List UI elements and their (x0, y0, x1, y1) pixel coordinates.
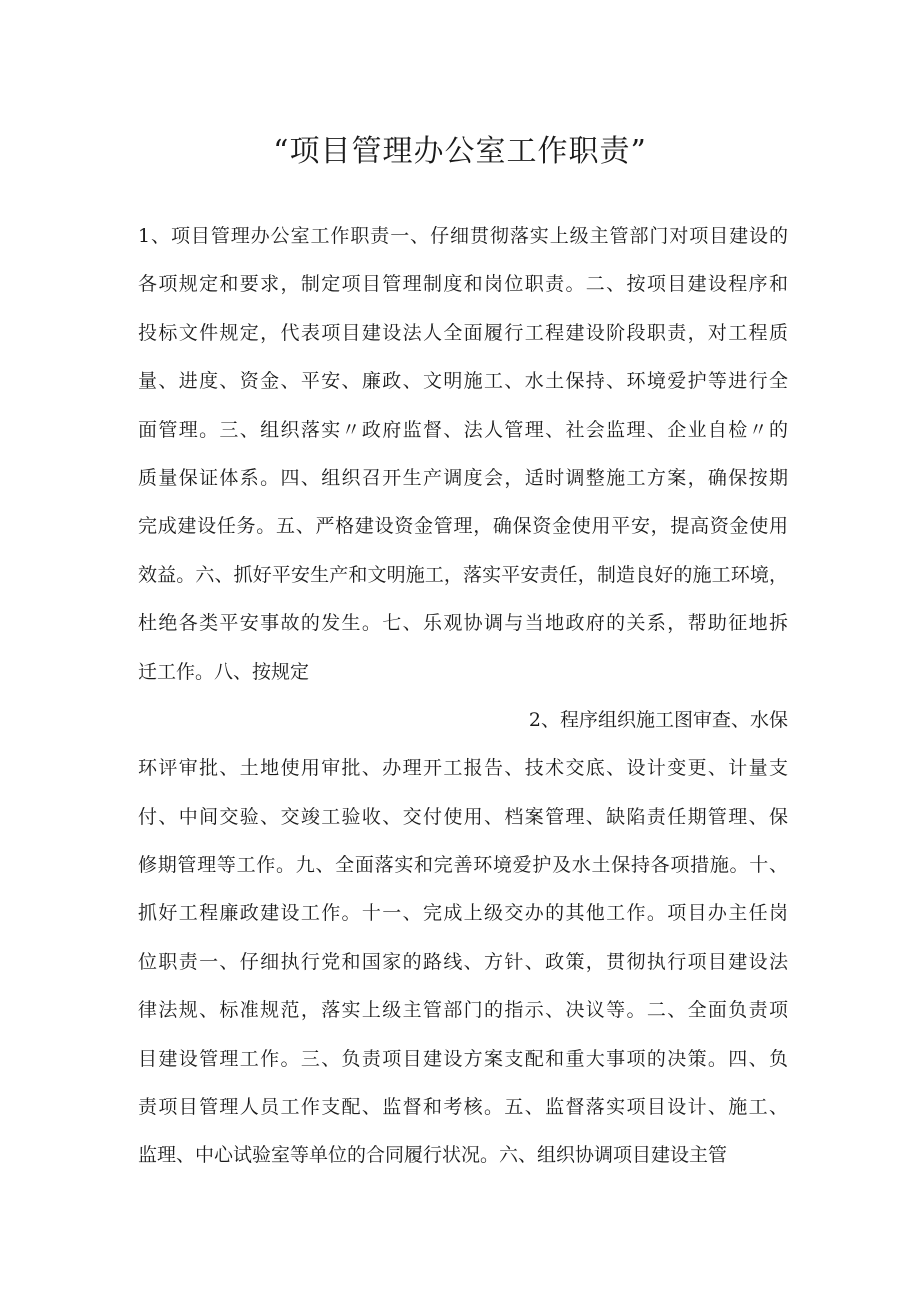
section-2-start-line: 2、程序组织施工图审查、水保 (528, 708, 788, 731)
text-line: 投标文件规定，代表项目建设法人全面履行工程建设阶段职责，对工程质 (138, 321, 788, 344)
text-line: 抓好工程廉政建设工作。十一、完成上级交办的其他工作。项目办主任岗 (138, 902, 788, 925)
text-line: 迁工作。八、按规定 (138, 660, 310, 683)
body-text (138, 220, 788, 1188)
text-line: 效益。六、抓好平安生产和文明施工，落实平安责任，制造良好的施工环境， (138, 563, 788, 586)
document-title: “项目管理办公室工作职责” (273, 134, 647, 169)
text-line: 律法规、标准规范，落实上级主管部门的指示、决议等。二、全面负责项 (138, 999, 788, 1022)
text-line: 面管理。三、组织落实〃政府监督、法人管理、社会监理、企业自检〃的 (138, 418, 788, 441)
text-line: 量、进度、资金、平安、廉政、文明施工、水土保持、环境爱护等进行全 (138, 370, 788, 393)
text-line: 各项规定和要求，制定项目管理制度和岗位职责。二、按项目建设程序和 (138, 273, 788, 296)
text-line: 1、项目管理办公室工作职责一、仔细贯彻落实上级主管部门对项目建设的 (138, 225, 788, 247)
text-line: 位职责一、仔细执行党和国家的路线、方针、政策，贯彻执行项目建设法 (138, 950, 788, 973)
text-line: 环评审批、土地使用审批、办理开工报告、技术交底、设计变更、计量支 (138, 757, 788, 780)
text-line: 修期管理等工作。九、全面落实和完善环境爱护及水土保持各项措施。十、 (138, 854, 788, 877)
text-line: 完成建设任务。五、严格建设资金管理，确保资金使用平安，提高资金使用 (138, 515, 788, 538)
text-line: 监理、中心试验室等单位的合同履行状况。六、组织协调项目建设主管 (138, 1144, 728, 1167)
text-line: 责项目管理人员工作支配、监督和考核。五、监督落实项目设计、施工、 (138, 1096, 788, 1119)
text-line: 目建设管理工作。三、负责项目建设方案支配和重大事项的决策。四、负 (138, 1047, 788, 1070)
text-line: 付、中间交验、交竣工验收、交付使用、档案管理、缺陷责任期管理、保 (138, 805, 788, 828)
text-line: 杜绝各类平安事故的发生。七、乐观协调与当地政府的关系，帮助征地拆 (138, 612, 788, 635)
text-line: 质量保证体系。四、组织召开生产调度会，适时调整施工方案，确保按期 (138, 466, 788, 489)
